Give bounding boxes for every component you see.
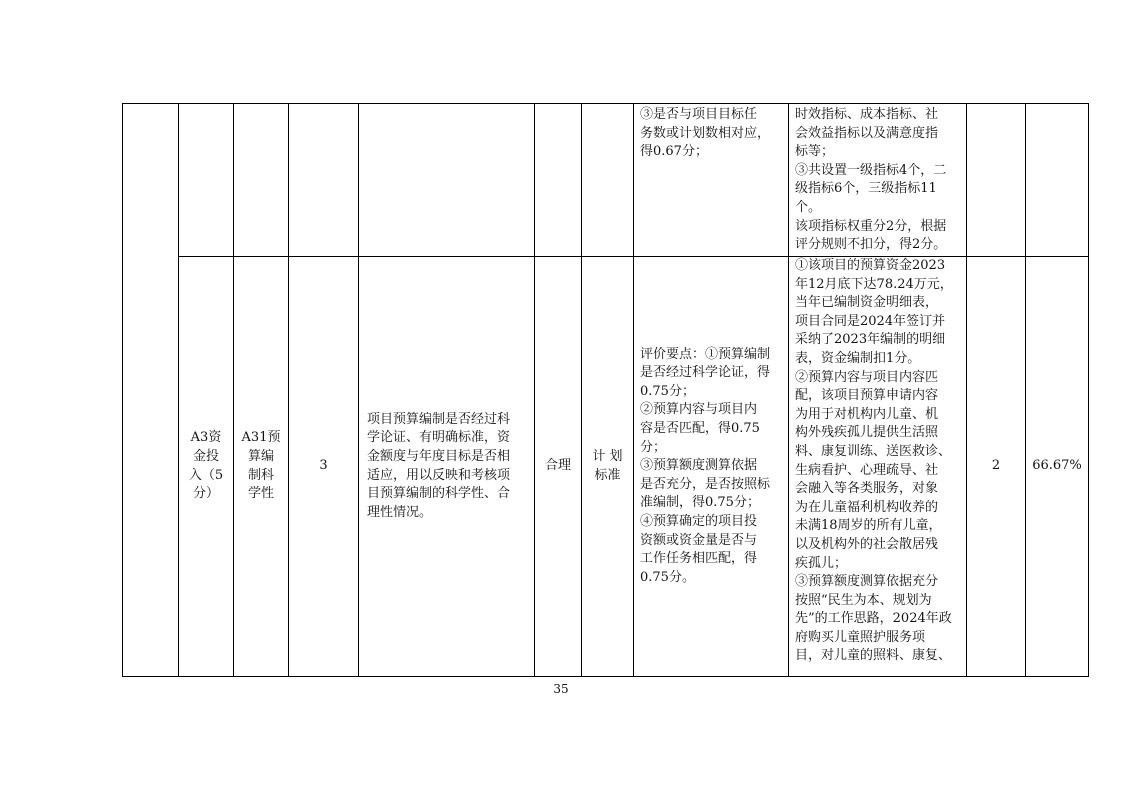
table-cell-empty <box>289 104 359 257</box>
level2-indicator-cell: A31预 算编 制科 学性 <box>234 257 289 677</box>
table-cell-empty <box>582 104 634 257</box>
table-row <box>123 257 1089 677</box>
table-cell-empty <box>234 104 289 257</box>
level1-indicator-cell: A3资 金投 入（5 分） <box>179 257 234 677</box>
weight-cell: 3 <box>289 257 359 677</box>
table-cell-empty <box>535 104 582 257</box>
table-cell-empty <box>1026 104 1089 257</box>
table-cell-empty <box>123 104 179 677</box>
table-row <box>123 104 1089 257</box>
category-cell: 合理 <box>535 257 582 677</box>
finding-cell-continued: 时效指标、成本指标、社 会效益指标以及满意度指 标等； ③共设置一级指标4个，二 级指标6个，三级指标11 个。 该项指标权重分2分，根据 评分规则不扣分，得2分。 <box>789 104 967 257</box>
evaluation-finding-cell: ①该项目的预算资金2023 年12月底下达78.24万元， 当年已编制资金明细表， 项目合同是2024年签订并 采纳了2023年编制的明细 表，资金编制扣1分。 ②预算内容与项目内容匹 配，该项目预算申请内容 为用于对机构内儿童、机 构外残疾孤儿提供生活照 料、康复训练、送医救诊、 生病看护、心理疏导、社 会融入等各类服务，对象 为在儿童福利机构收养的 未满18周岁的所有儿童， 以及机构外的社会散居残 疾孤儿； ③预算额度测算依据充分 按照“民生为本、规划为 先”的工作思路，2024年政 府购买儿童照护服务项 目，对儿童的照料、康复、 <box>789 257 967 677</box>
performance-evaluation-table <box>122 103 1089 677</box>
indicator-description-cell: 项目预算编制是否经过科 学论证、有明确标准，资 金额度与年度目标是否相 适应，用以反映和考核项 目预算编制的科学性、合 理性情况。 <box>359 257 535 677</box>
table-cell-empty <box>179 104 234 257</box>
criteria-cell-continued: ③是否与项目目标任 务数或计划数相对应， 得0.67分； <box>634 104 789 257</box>
page-number: 35 <box>553 682 569 696</box>
table-cell-empty <box>359 104 535 257</box>
scoring-criteria-cell: 评价要点：①预算编制 是否经过科学论证，得 0.75分； ②预算内容与项目内 容是否匹配，得0.75 分； ③预算额度测算依据 是否充分，是否按照标 准编制，得0.75分； ④预算确定的项目投 资额或资金量是否与 工作任务相匹配，得 0.75分。 <box>634 257 789 677</box>
score-cell: 2 <box>967 257 1026 677</box>
standard-cell: 计 划 标准 <box>582 257 634 677</box>
score-rate-cell: 66.67% <box>1026 257 1089 677</box>
table-cell-empty <box>967 104 1026 257</box>
